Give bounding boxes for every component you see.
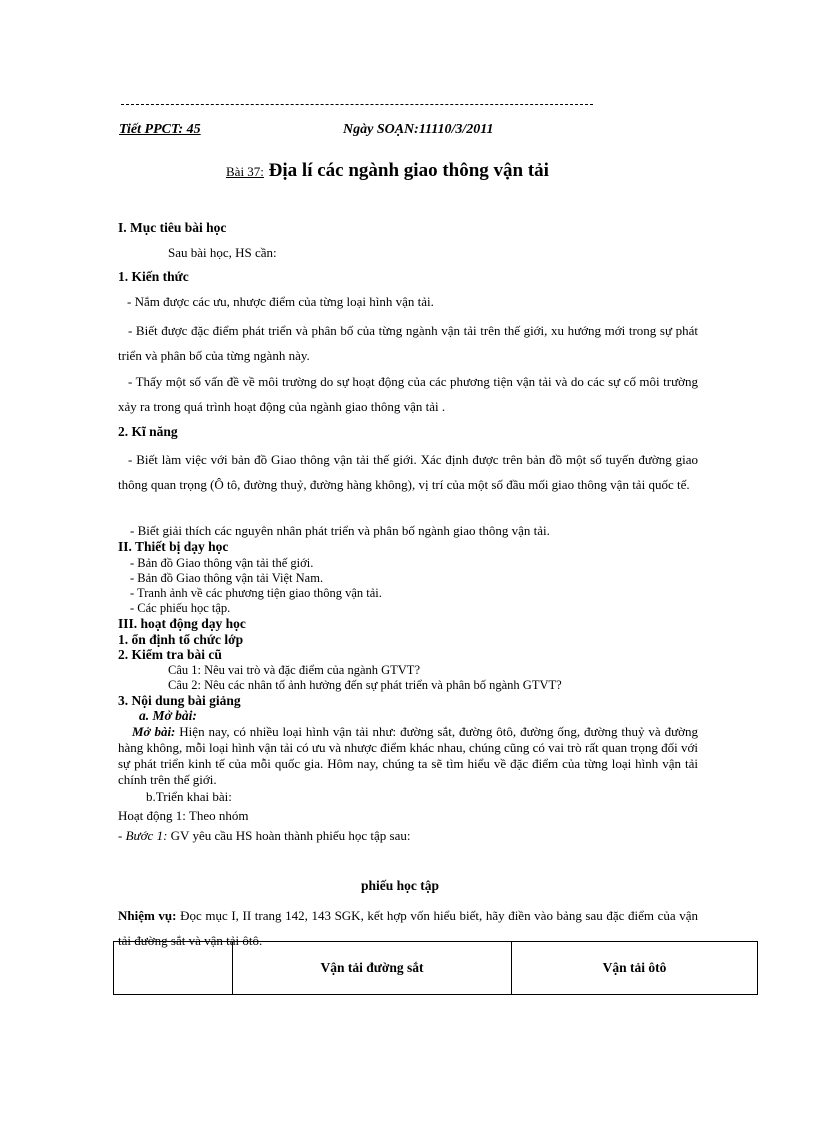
- worksheet-table: [113, 941, 758, 995]
- equipment-item: - Bản đồ Giao thông vận tải thế giới.: [130, 556, 314, 570]
- date-label: Ngày SOẠN:11110/3/2011: [343, 122, 494, 137]
- objectives-heading: I. Mục tiêu bài học: [118, 220, 227, 235]
- content-heading: 3. Nội dung bài giảng: [118, 693, 241, 708]
- equipment-item: - Tranh ảnh về các phương tiện giao thông vận tải.: [130, 586, 382, 600]
- task-label: Nhiệm vụ:: [118, 908, 177, 923]
- step1-text: GV yêu cầu HS hoàn thành phiếu học tập sau:: [170, 828, 411, 843]
- knowledge-item: - Thấy một số vấn đề về môi trường do sự hoạt động của các phương tiện vận tải và do các sự cố môi trường xảy ra trong quá trình hoạt động của ngành giao thông vận tải .: [118, 374, 698, 414]
- stabilize-heading: 1. ổn định tổ chức lớp: [118, 632, 244, 647]
- equipment-heading: II. Thiết bị dạy học: [118, 539, 229, 554]
- activities-heading: III. hoạt động dạy học: [118, 616, 246, 631]
- skills-item: - Biết giải thích các nguyên nhân phát triển và phân bố ngành giao thông vận tải.: [130, 523, 550, 538]
- equipment-item: - Các phiếu học tập.: [130, 601, 231, 615]
- knowledge-heading: 1. Kiến thức: [118, 269, 189, 284]
- opening-paragraph: [118, 724, 698, 788]
- task-text: Đọc mục I, II trang 142, 143 SGK, kết hợp vốn hiểu biết, hãy điền vào bảng sau đặc điểm của vận tải đường sắt và vận tải ôtô.: [118, 908, 699, 948]
- opening-text: Hiện nay, có nhiều loại hình vận tải như: đường sắt, đường ôtô, đường ống, đường thuỷ và đường hàng không, mỗi loại hình vận tải có ưu và nhược điểm khác nhau, chúng cũng có vai trò rất quan trọng đối với sự phát triển kinh tế của mỗi quốc gia. Hôm nay, chúng ta sẽ tìm hiểu về đặc điểm của từng loại hình vận tải chính trên thế giới.: [118, 724, 698, 787]
- knowledge-item: - Nắm được các ưu, nhược điểm của từng loại hình vận tải.: [127, 294, 434, 309]
- objectives-intro: Sau bài học, HS cần:: [168, 245, 277, 260]
- worksheet-title: phiếu học tập: [361, 878, 440, 893]
- intro-label: a. Mở bài:: [139, 708, 197, 723]
- table-row: [114, 942, 758, 995]
- step1-label: - Bước 1:: [118, 828, 168, 843]
- equipment-item: - Bản đồ Giao thông vận tải Việt Nam.: [130, 571, 324, 585]
- skills-item: - Biết làm việc với bản đồ Giao thông vận tải thế giới. Xác định được trên bản đồ một số tuyến đường giao thông quan trọng (Ô tô, đường thuỷ, đường hàng không), vị trí của một số đầu mối giao thông vận tải quốc tế.: [118, 452, 698, 492]
- activity1-label: Hoạt động 1: Theo nhóm: [118, 808, 249, 823]
- review-question: Câu 2: Nêu các nhân tố ảnh hưởng đến sự phát triển và phân bố ngành GTVT?: [168, 678, 562, 692]
- lesson-name: Địa lí các ngành giao thông vận tải: [268, 160, 549, 181]
- dashed-rule: [121, 104, 593, 105]
- table-header-road: Vận tải ôtô: [512, 942, 758, 995]
- table-header-rail: Vận tải đường sắt: [233, 942, 512, 995]
- check-heading: 2. Kiểm tra bài cũ: [118, 647, 222, 662]
- opening-label: Mở bài:: [132, 724, 176, 739]
- skills-heading: 2. Kĩ năng: [118, 424, 178, 439]
- period-label: Tiết PPCT: 45: [119, 122, 201, 137]
- deploy-label: b.Triển khai bài:: [146, 789, 232, 804]
- knowledge-item: - Biết được đặc điểm phát triển và phân bố của từng ngành vận tải trên thế giới, xu hướng mới trong sự phát triển và phân bố của từng ngành này.: [118, 323, 698, 363]
- review-question: Câu 1: Nêu vai trò và đặc điểm của ngành GTVT?: [168, 663, 420, 677]
- lesson-title: [226, 160, 549, 182]
- step1-line: [118, 828, 411, 844]
- table-cell: [114, 942, 233, 995]
- lesson-number: Bài 37:: [226, 164, 264, 179]
